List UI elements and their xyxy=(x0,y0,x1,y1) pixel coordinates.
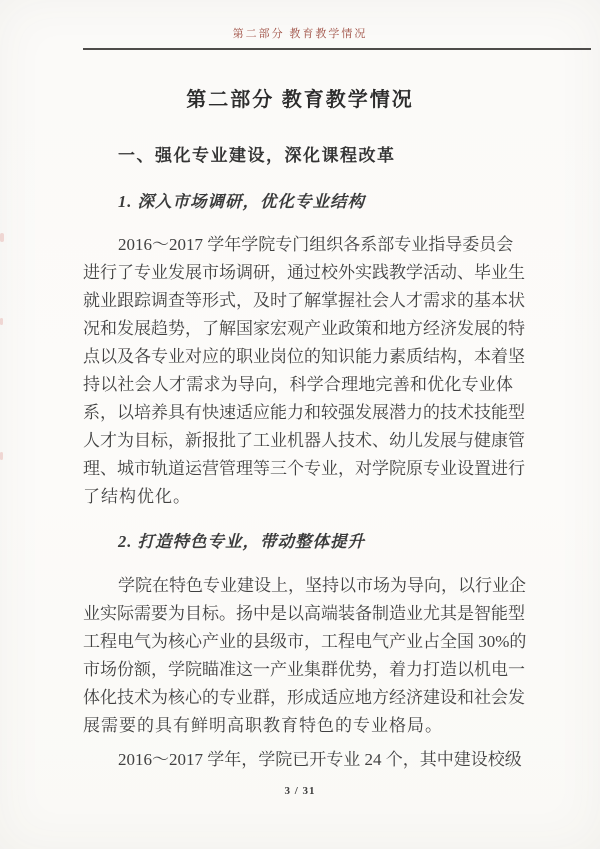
section-heading: 一、强化专业建设，深化课程改革 xyxy=(118,146,396,165)
scan-artifact xyxy=(0,318,3,325)
page-number: 3 / 31 xyxy=(284,785,316,797)
text-line: 展需要的具有鲜明高职教育特色的专业格局。 xyxy=(83,716,443,735)
text-line: 理、城市轨道运营管理等三个专业，对学院原专业设置进行 xyxy=(83,459,525,478)
text-line: 工程电气为核心产业的县级市，工程电气产业占全国 30%的 xyxy=(83,632,527,651)
running-header: 第二部分 教育教学情况 xyxy=(232,28,368,40)
page-title: 第二部分 教育教学情况 xyxy=(186,89,414,111)
scan-artifact xyxy=(0,233,4,242)
header-rule-divider xyxy=(83,48,591,50)
paragraph-2 xyxy=(83,572,527,740)
text-line: 持以社会人才需求为导向，科学合理地完善和优化专业体 xyxy=(83,375,513,394)
text-line: 市场份额，学院瞄准这一产业集群优势，着力打造以机电一 xyxy=(83,660,525,679)
text-line: 就业跟踪调查等形式，及时了解掌握社会人才需求的基本状 xyxy=(83,291,525,310)
text-line: 点以及各专业对应的职业岗位的知识能力素质结构，本着坚 xyxy=(83,347,525,366)
paragraph-1 xyxy=(83,231,525,511)
paragraph-3 xyxy=(83,746,522,774)
text-line: 2016～2017 学年，学院已开专业 24 个，其中建设校级 xyxy=(118,750,522,769)
text-line: 况和发展趋势，了解国家宏观产业政策和地方经济发展的特 xyxy=(83,319,525,338)
text-line: 人才为目标，新报批了工业机器人技术、幼儿发展与健康管 xyxy=(83,431,525,450)
text-line: 学院在特色专业建设上，坚持以市场为导向，以行业企 xyxy=(118,576,526,595)
document-body xyxy=(83,144,527,774)
text-line: 了结构优化。 xyxy=(83,487,191,506)
text-line: 体化技术为核心的专业群，形成适应地方经济建设和社会发 xyxy=(83,688,525,707)
text-line: 业实际需要为目标。扬中是以高端装备制造业尤其是智能型 xyxy=(83,604,525,623)
subsection-1-heading: 1. 深入市场调研，优化专业结构 xyxy=(118,192,365,211)
subsection-2-heading: 2. 打造特色专业，带动整体提升 xyxy=(118,532,365,551)
scan-artifact xyxy=(0,452,3,460)
text-line: 系，以培养具有快速适应能力和较强发展潜力的技术技能型 xyxy=(83,403,525,422)
text-line: 进行了专业发展市场调研，通过校外实践教学活动、毕业生 xyxy=(83,263,525,282)
text-line: 2016～2017 学年学院专门组织各系部专业指导委员会 xyxy=(118,235,514,254)
